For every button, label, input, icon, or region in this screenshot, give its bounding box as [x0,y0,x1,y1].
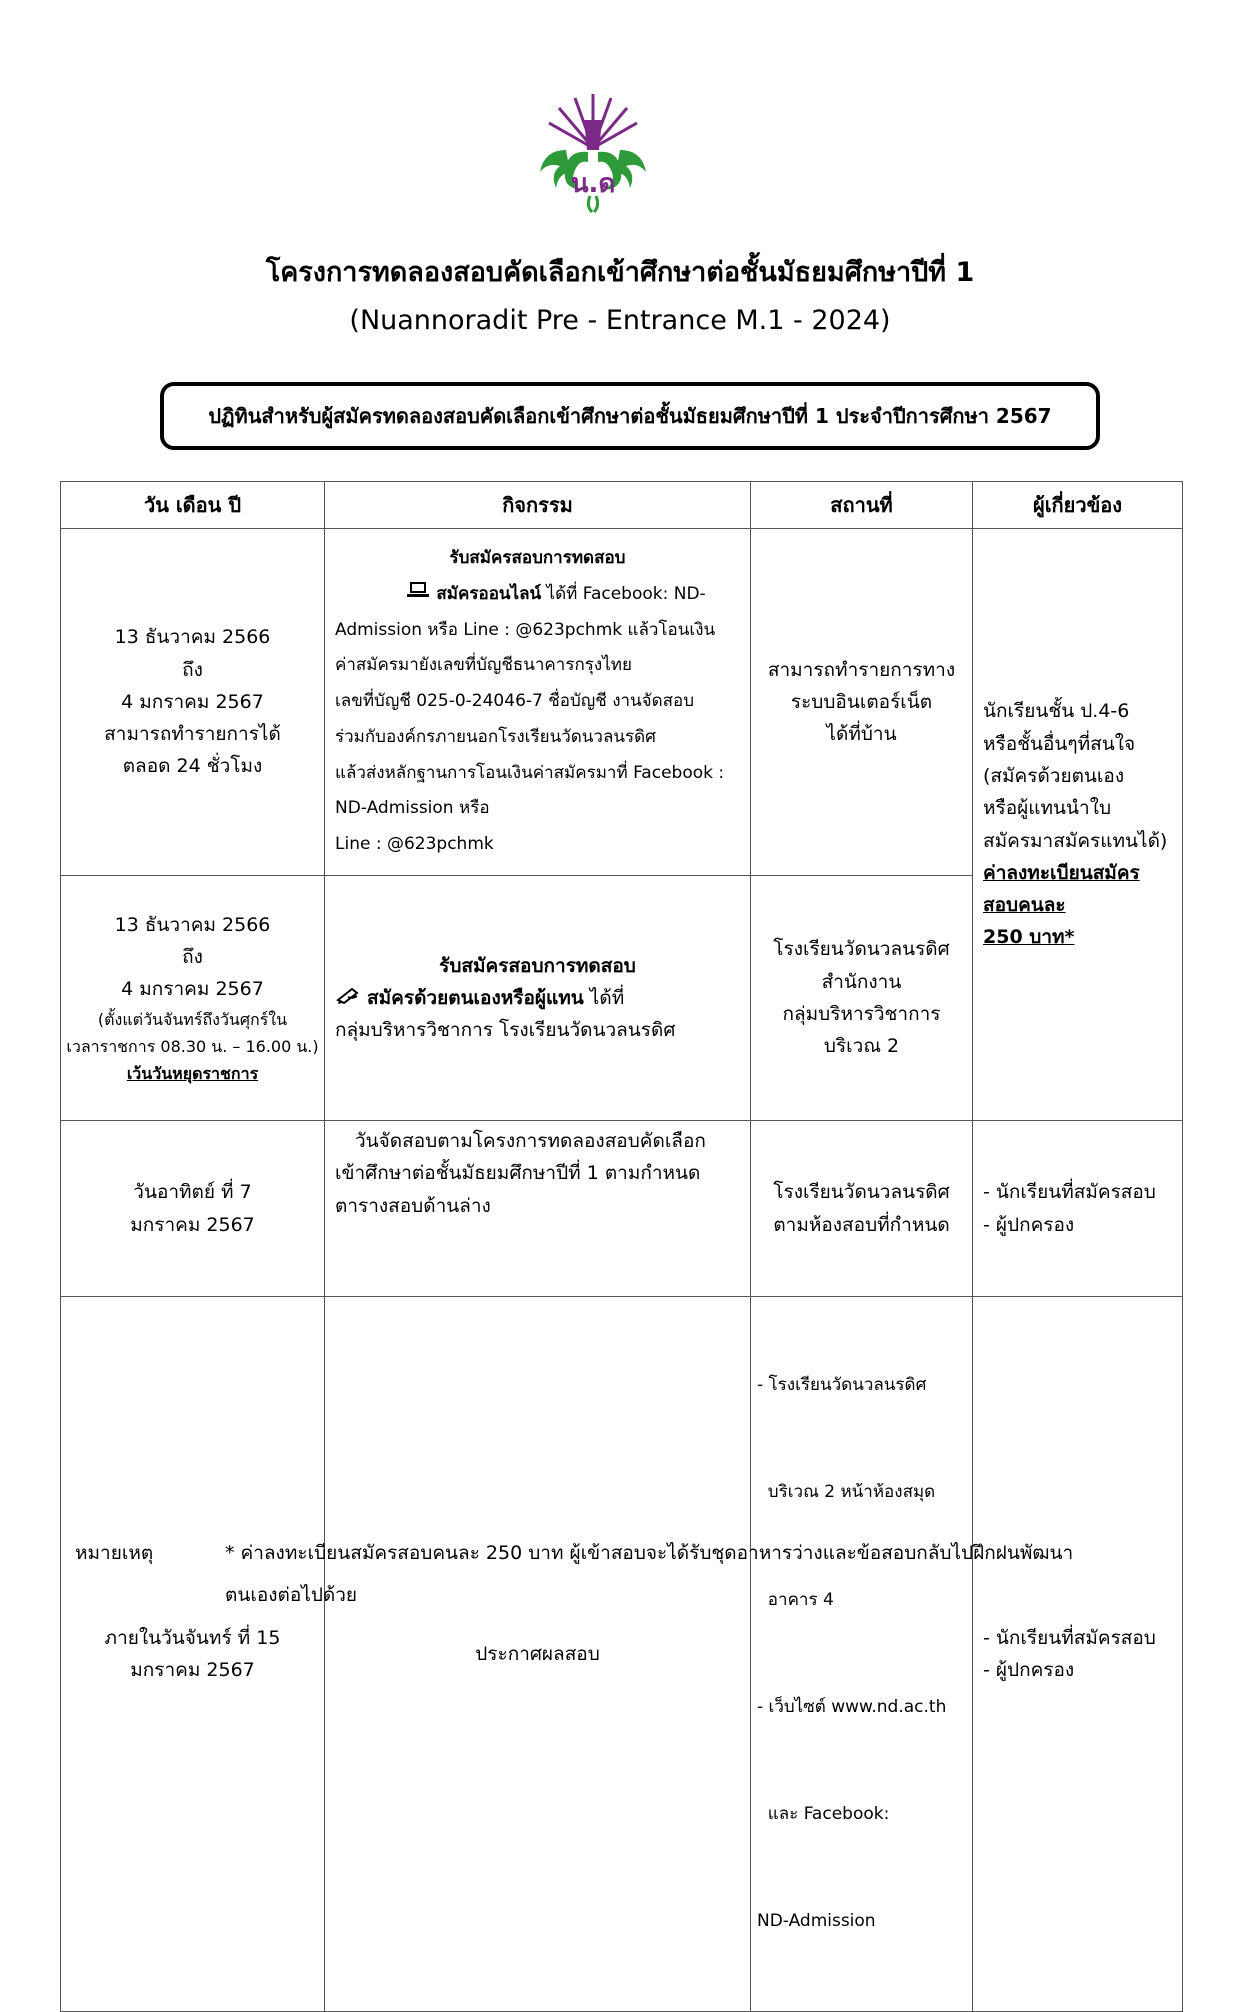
calendar-title: ปฏิทินสำหรับผู้สมัครทดลองสอบคัดเลือกเข้าศึกษาต่อชั้นมัธยมศึกษาปีที่ 1 ประจำปีการศึกษา 2567 [208,404,1052,428]
table-row [61,529,1183,876]
self-suffix: ได้ที่ [583,986,625,1009]
activity-line: แล้วส่งหลักฐานการโอนเงินค่าสมัครมาที่ Facebook : [335,762,725,783]
place-line: กลุ่มบริหารวิชาการ [782,1003,941,1025]
header-related: ผู้เกี่ยวข้อง [973,482,1183,529]
place-line: สำนักงาน [821,970,902,993]
self-label: สมัครด้วยตนเองหรือผู้แทน [367,986,584,1009]
row1-place-cell [751,529,973,876]
row2-date-cell [61,876,325,1121]
activity-line: ประกาศผลสอบ [475,1642,600,1665]
activity-line: กลุ่มบริหารวิชาการ โรงเรียนวัดนวลนรดิศ [335,1019,676,1042]
activity-line: เข้าศึกษาต่อชั้นมัธยมศึกษาปีที่ 1 ตามกำหนด [335,1162,701,1185]
place-line: - เว็บไซต์ www.nd.ac.th [757,1696,947,1717]
notes-line: * ค่าลงทะเบียนสมัครสอบคนละ 250 บาท ผู้เข้าสอบจะได้รับชุดอาหารว่างและข้อสอบกลับไปฝึกฝนพัฒนา [225,1542,1074,1564]
related-line: นักเรียนชั้น ป.4-6 [983,700,1130,723]
activity-line: ร่วมกับองค์กรภายนอกโรงเรียนวัดนวลนรดิศ [335,726,656,747]
activity-line: เลขที่บัญชี 025-0-24046-7 ชื่อบัญชี งานจัดสอบ [335,691,695,712]
activity-title: รับสมัครสอบการทดสอบ [449,548,626,569]
related-line: - ผู้ปกครอง [983,1213,1075,1236]
date-line: วันอาทิตย์ ที่ 7 [133,1181,252,1204]
date-line: ภายในวันจันทร์ ที่ 15 [104,1626,281,1649]
page-title: โครงการทดลองสอบคัดเลือกเข้าศึกษาต่อชั้นมัธยมศึกษาปีที่ 1 [265,257,975,288]
row3-place-cell [751,1121,973,1297]
activity-line: ตารางสอบด้านล่าง [335,1194,491,1217]
date-line: 4 มกราคม 2567 [121,978,264,1001]
date-line: มกราคม 2567 [130,1213,255,1236]
school-logo [528,90,658,215]
related-line: (สมัครด้วยตนเอง [983,764,1125,787]
activity-line [335,982,740,1014]
row4-date-cell [61,1297,325,2012]
row2-activity-cell [325,876,751,1121]
place-line: ระบบอินเตอร์เน็ต [790,690,933,713]
activity-text: ได้ที่ Facebook: ND- [541,584,706,605]
activity-line: ND-Admission หรือ [335,798,490,819]
date-note: (ตั้งแต่วันจันทร์ถึงวันศุกร์ใน [97,1009,288,1029]
activity-line: วันจัดสอบตามโครงการทดลองสอบคัดเลือก [355,1130,706,1152]
place-line: โรงเรียนวัดนวลนรดิศ [773,1181,950,1204]
fee-line: 250 บาท* [983,926,1075,949]
date-line: ถึง [182,946,203,969]
calendar-title-box [160,382,1100,450]
place-line: อาคาร 4 [757,1589,834,1610]
notes-label: หมายเหตุ [75,1542,154,1564]
date-line: ถึง [182,658,203,681]
place-line: บริเวณ 2 [823,1035,900,1058]
row12-related-cell [973,529,1183,1121]
row3-related-cell [973,1121,1183,1297]
place-line: - โรงเรียนวัดนวลนรดิศ [757,1375,927,1396]
related-line: - นักเรียนที่สมัครสอบ [983,1181,1156,1204]
place-line: บริเวณ 2 หน้าห้องสมุด [757,1482,936,1503]
fee-line: สอบคนละ [983,894,1066,917]
date-line: สามารถทำรายการได้ [104,723,281,746]
notes-line: ตนเองต่อไปด้วย [225,1583,358,1606]
row4-place-cell [751,1297,973,2012]
logo-text: น.ด [570,169,616,199]
row3-date-cell [61,1121,325,1297]
date-line: 13 ธันวาคม 2566 [114,913,271,936]
row3-activity-cell [325,1121,751,1297]
date-note: เวลาราชการ 08.30 น. – 16.00 น.) [66,1036,319,1056]
activity-line: Line : @623pchmk [335,833,494,854]
place-line: ได้ที่บ้าน [826,723,897,746]
row1-activity-cell [325,529,751,876]
row4-activity-cell [325,1297,751,2012]
table-row [61,1297,1183,2012]
online-label: สมัครออนไลน์ [436,584,542,605]
fee-line: ค่าลงทะเบียนสมัคร [983,861,1140,884]
place-line: ND-Admission [757,1910,876,1931]
header-place: สถานที่ [751,482,973,529]
activity-title: รับสมัครสอบการทดสอบ [439,954,636,977]
related-line: หรือผู้แทนนำใบ [983,797,1112,820]
activity-line [335,577,740,613]
row4-related-cell [973,1297,1183,2012]
place-line: โรงเรียนวัดนวลนรดิศ [773,938,950,961]
notes-text [225,1533,1185,1617]
date-line: ตลอด 24 ชั่วโมง [122,755,263,778]
related-line: - ผู้ปกครอง [983,1658,1075,1681]
header-date: วัน เดือน ปี [61,482,325,529]
related-line: หรือชั้นอื่นๆที่สนใจ [983,732,1136,755]
table-row [61,1121,1183,1297]
date-line: 4 มกราคม 2567 [121,690,264,713]
place-line: และ Facebook: [757,1803,890,1824]
activity-line: Admission หรือ Line : @623pchmk แล้วโอนเงิน [335,619,716,640]
place-line: ตามห้องสอบที่กำหนด [773,1213,950,1236]
header-activity: กิจกรรม [325,482,751,529]
date-line: 13 ธันวาคม 2566 [114,626,271,649]
date-line: มกราคม 2567 [130,1658,255,1681]
row2-place-cell [751,876,973,1121]
writing-hand-icon [335,982,361,1014]
page-subtitle: (Nuannoradit Pre - Entrance M.1 - 2024) [349,305,891,336]
table-header-row [61,482,1183,529]
row1-date-cell [61,529,325,876]
date-except: เว้นวันหยุดราชการ [126,1064,259,1084]
laptop-icon [405,577,431,613]
place-line: สามารถทำรายการทาง [767,658,956,681]
related-line: - นักเรียนที่สมัครสอบ [983,1626,1156,1649]
related-line: สมัครมาสมัครแทนได้) [983,829,1168,852]
schedule-table [60,481,1183,2012]
activity-line: ค่าสมัครมายังเลขที่บัญชีธนาคารกรุงไทย [335,655,632,676]
school-emblem-icon [528,90,658,215]
